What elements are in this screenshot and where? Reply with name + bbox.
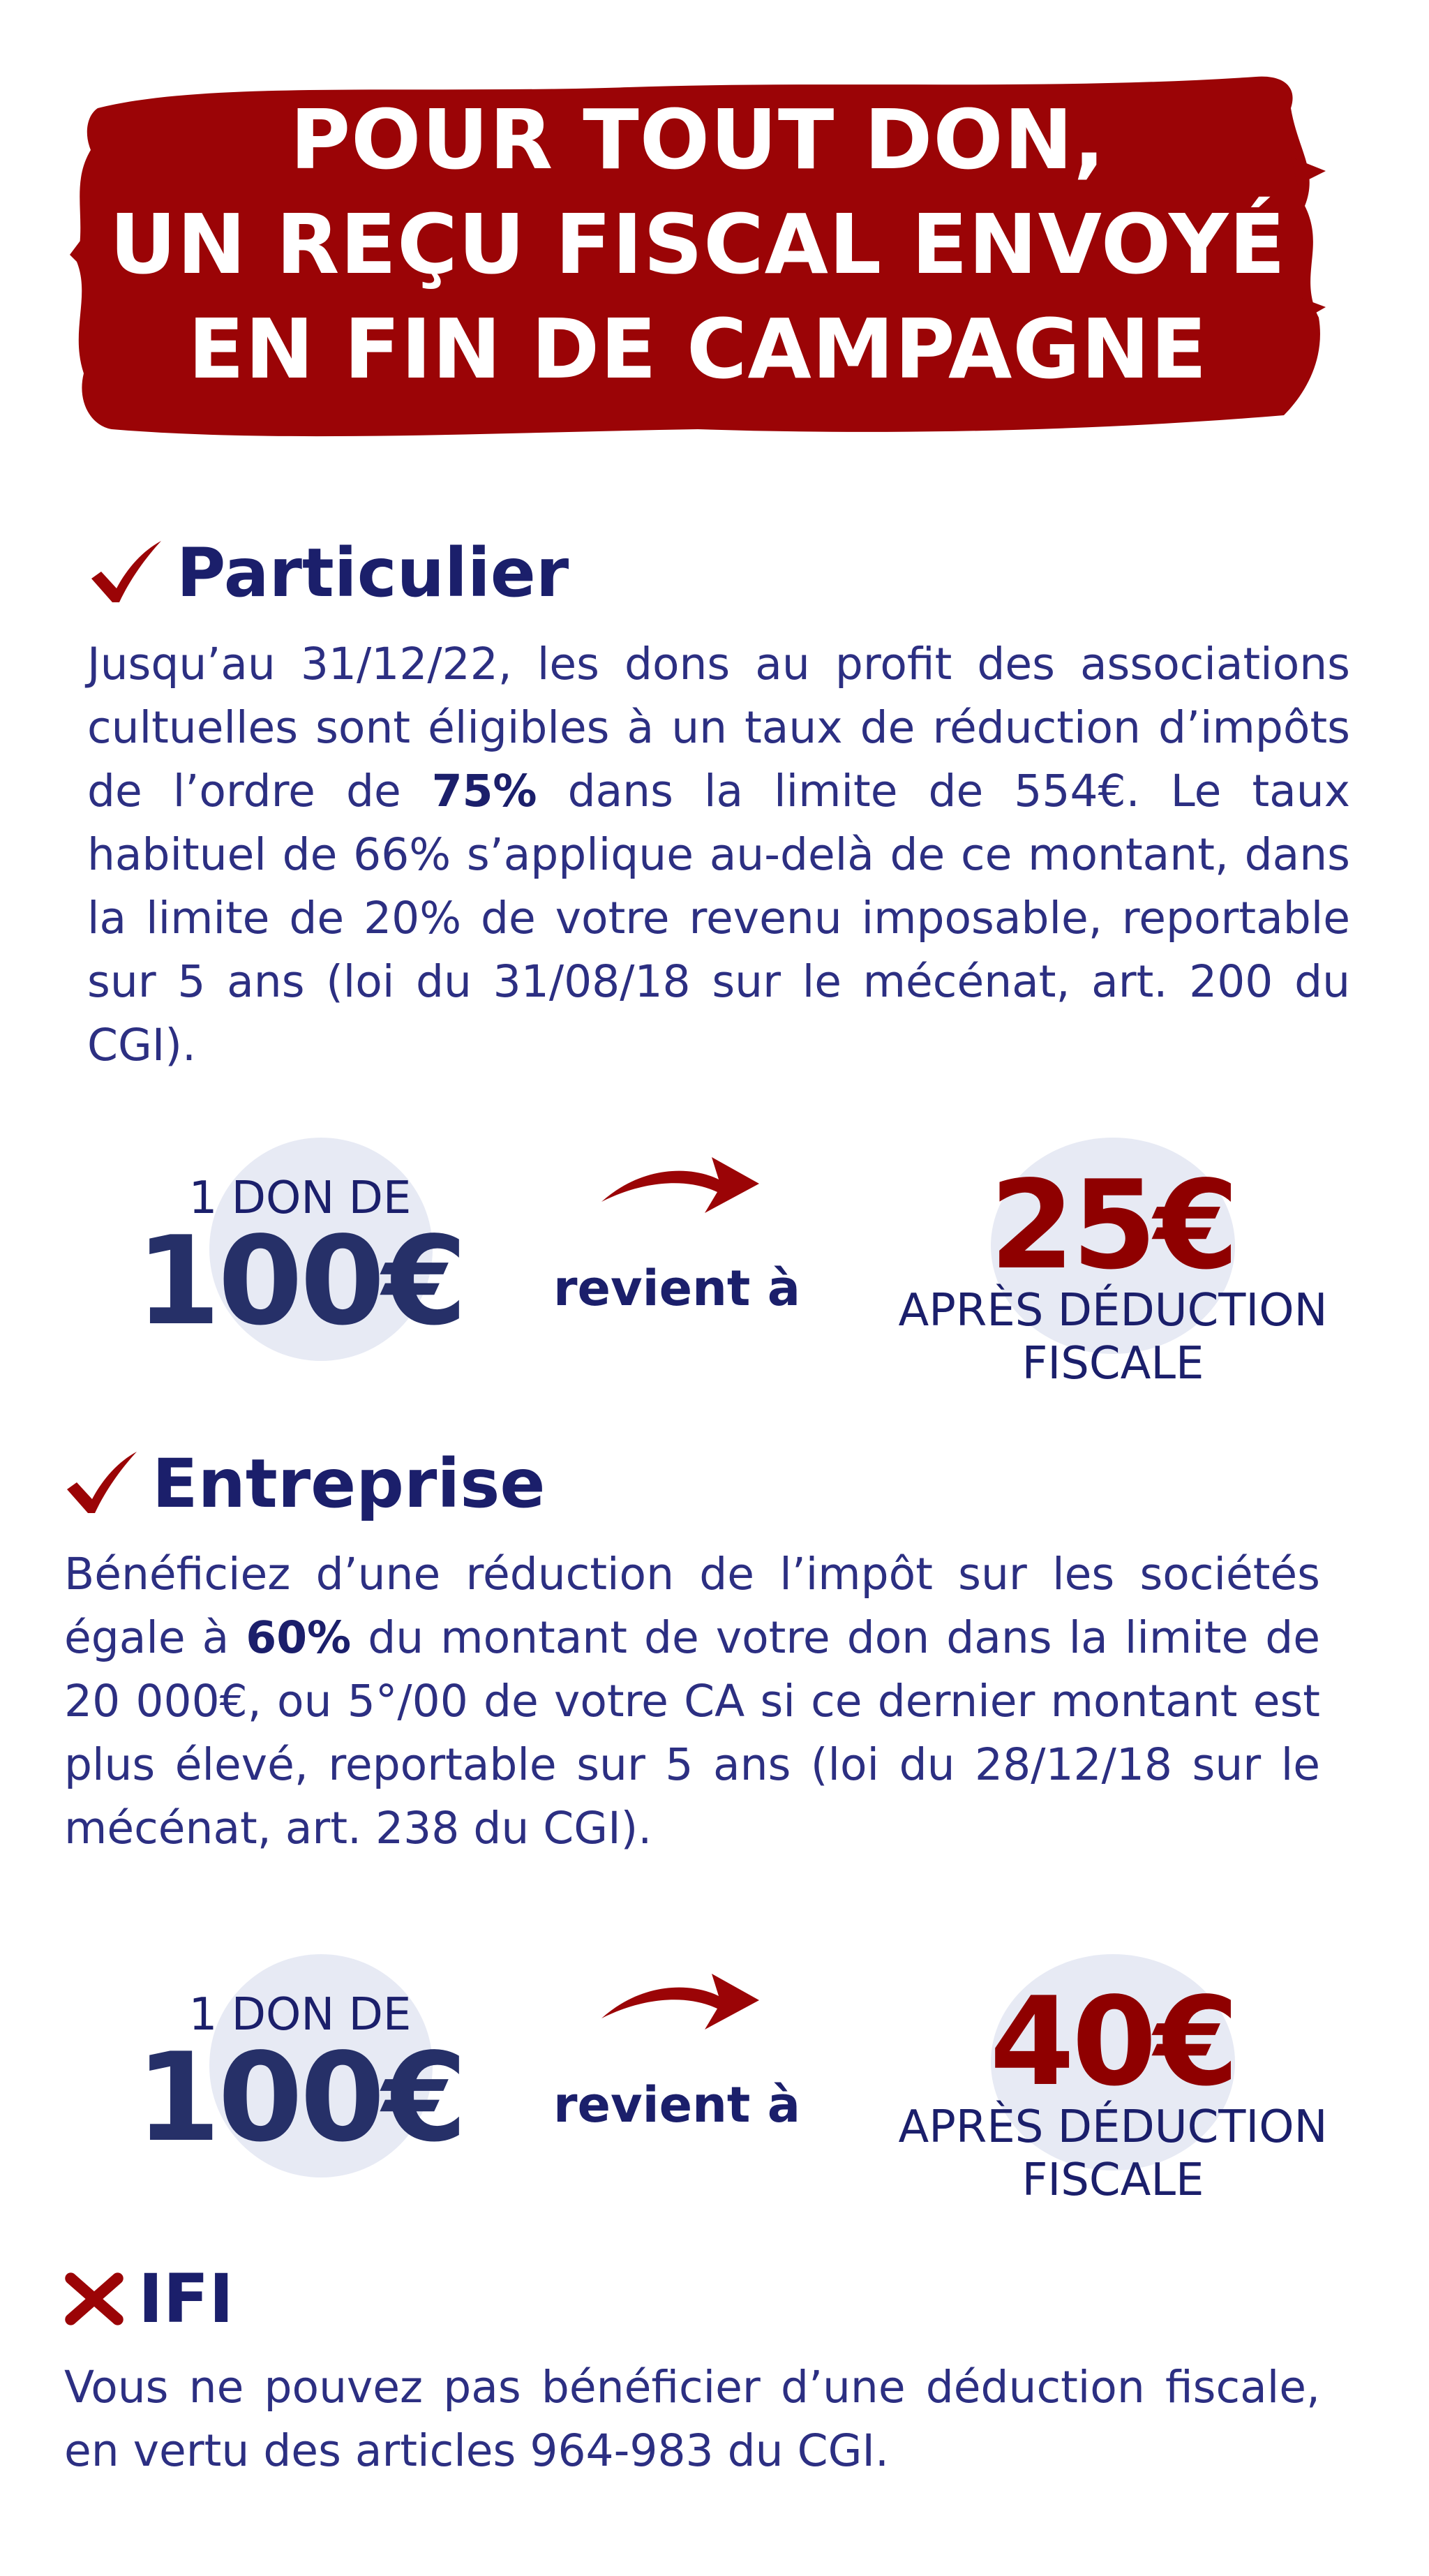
entreprise-paragraph	[64, 1542, 1320, 1860]
particulier-text-end: dans la limite de 554€. Le taux habituel de 66% s’applique au-delà de ce montant, dans la limite de 20% de votre revenu imposable, reportable sur 5 ans (loi du 31/08/18 sur le mécénat, art. 200 du CGI).	[87, 766, 1350, 1071]
banner-line-2: UN REÇU FISCAL ENVOYÉ	[109, 196, 1287, 292]
result-caption-line-1: APRÈS DÉDUCTION	[898, 2101, 1328, 2153]
entreprise-heading	[63, 1445, 545, 1523]
result-amount: 40€	[989, 1972, 1236, 2113]
revient-label: revient à	[553, 1260, 800, 1317]
banner-line-3: EN FIN DE CAMPAGNE	[188, 301, 1208, 397]
entreprise-example	[0, 1947, 1429, 2212]
particulier-text-start: Jusqu’au 31/12/22, les dons au profit des associations cultuelles sont éligibles à un taux de réduction d’impôts de l’ordre de	[87, 639, 1350, 817]
result-caption-line-2: FISCALE	[1022, 1338, 1204, 1390]
ifi-heading	[63, 2260, 234, 2338]
particulier-rate: 75%	[431, 766, 537, 817]
result-caption-line-1: APRÈS DÉDUCTION	[898, 1285, 1328, 1337]
banner-line-1: POUR TOUT DON,	[290, 91, 1106, 188]
result-amount: 25€	[989, 1155, 1236, 1297]
particulier-heading	[87, 534, 569, 612]
don-amount: 100€	[135, 1211, 465, 1353]
banner-title	[70, 87, 1326, 401]
particulier-paragraph	[87, 632, 1350, 1077]
entreprise-text-start: Bénéficiez d’une réduction de l’impôt sur les sociétés égale à	[64, 1549, 1320, 1663]
result-caption	[855, 2101, 1371, 2207]
swoosh-arrow-icon	[600, 1968, 761, 2031]
checkmark-icon	[87, 538, 164, 608]
entreprise-title: Entreprise	[152, 1445, 546, 1523]
particulier-title: Particulier	[177, 534, 569, 612]
revient-label: revient à	[553, 2076, 800, 2134]
cross-icon	[63, 2264, 126, 2334]
result-caption-line-2: FISCALE	[1022, 2154, 1204, 2206]
particulier-example	[0, 1131, 1429, 1396]
result-caption	[855, 1284, 1371, 1390]
don-label: 1 DON DE	[188, 1172, 412, 1224]
don-amount: 100€	[135, 2027, 465, 2169]
entreprise-text-end: du montant de votre don dans la limite de 20 000€, ou 5°/00 de votre CA si ce dernier montant est plus élevé, reportable sur 5 ans (loi du 28/12/18 sur le mécénat, art. 238 du CGI).	[64, 1612, 1320, 1854]
title-banner	[70, 66, 1326, 447]
swoosh-arrow-icon	[600, 1152, 761, 1214]
checkmark-icon	[63, 1449, 140, 1519]
ifi-paragraph: Vous ne pouvez pas bénéficier d’une déduction fiscale, en vertu des articles 964-983 du CGI.	[64, 2362, 1320, 2476]
entreprise-rate: 60%	[246, 1612, 352, 1663]
ifi-title: IFI	[138, 2260, 234, 2338]
don-label: 1 DON DE	[188, 1989, 412, 2041]
